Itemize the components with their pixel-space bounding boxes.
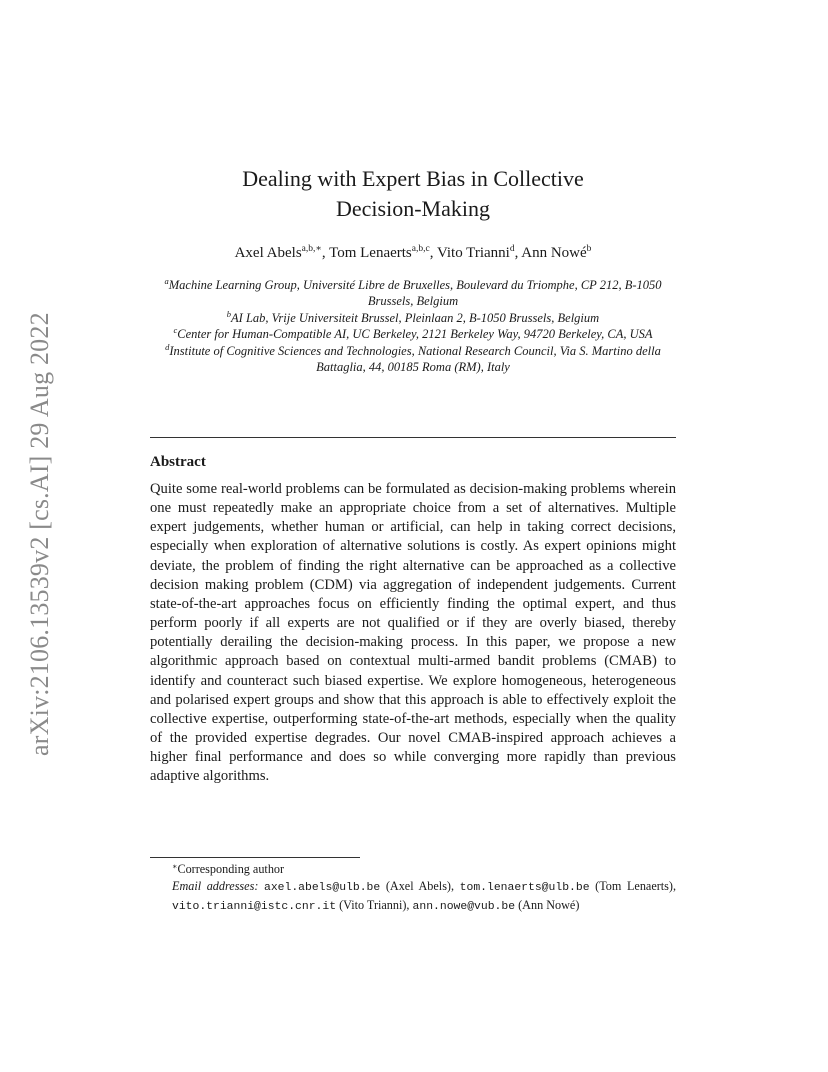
email-owner: (Vito Trianni), (339, 898, 410, 912)
affiliation-text: Institute of Cognitive Sciences and Technologies, National Research Council, Via S. Martino della Battaglia, 44, 00185 Roma (RM), Italy (169, 343, 661, 375)
affiliation-marker: a (164, 276, 169, 286)
affiliation-text: Machine Learning Group, Université Libre de Bruxelles, Boulevard du Triomphe, CP 212, B-1050 Brussels, Belgium (168, 278, 662, 309)
author-affiliation-marker: d (509, 244, 515, 254)
affiliation-list (150, 277, 676, 375)
affiliation-marker: d (165, 341, 170, 352)
email-addresses-label: Email addresses: (172, 879, 259, 893)
arxiv-identifier-text: arXiv:2106.13539v2 [cs.AI] 29 Aug 2022 (25, 312, 54, 756)
affiliation-marker: c (173, 325, 178, 336)
author-name: Tom Lenaerts (329, 245, 412, 261)
affiliation-item (150, 343, 676, 376)
email-link[interactable]: axel.abels@ulb.be (264, 882, 381, 894)
author-name: Axel Abels (234, 245, 302, 261)
email-link[interactable]: tom.lenaerts@ulb.be (459, 882, 590, 894)
arxiv-identifier-stamp (20, 296, 60, 756)
footnote (150, 861, 676, 916)
affiliation-item (150, 326, 676, 342)
footnote-corresponding (150, 861, 676, 878)
author-affiliation-marker: a,b,c (411, 244, 430, 254)
author-affiliation-marker: a,b,∗ (301, 244, 322, 254)
author-name: Ann Nowé (521, 245, 587, 261)
affiliation-marker: b (226, 308, 232, 319)
email-owner: (Tom Lenaerts), (595, 879, 677, 893)
author-affiliation-marker: b (586, 244, 592, 254)
affiliation-text: Center for Human-Compatible AI, UC Berkeley, 2121 Berkeley Way, 94720 Berkeley, CA, USA (177, 327, 653, 342)
affiliation-item (150, 310, 676, 326)
affiliation-item (150, 277, 676, 310)
author-name: Vito Trianni (436, 245, 510, 261)
email-link[interactable]: vito.trianni@istc.cnr.it (172, 901, 337, 913)
author-list: Axel Abels$^{a,b,∗}$, Tom Lenaerts$^{a,b,c}$, Vito Trianni$^d$, Ann Nowé$^b$ (234, 244, 592, 261)
email-link[interactable]: ann.nowe@vub.be (412, 901, 516, 913)
affiliation-text: AI Lab, Vrije Universiteit Brussel, Pleinlaan 2, B-1050 Brussels, Belgium (231, 310, 600, 325)
footnote-marker: ∗ (172, 862, 178, 871)
paper-title-line-1: Dealing with Expert Bias in Collective (242, 166, 584, 191)
footnote-divider (150, 857, 360, 858)
paper-title (150, 164, 676, 224)
abstract-body: Quite some real-world problems can be formulated as decision-making problems wherein one must repeatedly make an appropriate choice from a set of alternatives. Multiple expert judgements, whether human or artificial, can help in taking correct decisions, especially when exploration of alternative solutions is costly. As expert opinions might deviate, the problem of finding the right alternative can be approached as a collective decision making problem (CDM) via aggregation of independent judgements. Current state-of-the-art approaches focus on efficiently finding the optimal expert, and thus perform poorly if all experts are not qualified or if they are overly biased, thereby potentially derailing the decision-making process. In this paper, we propose a new algorithmic approach based on contextual multi-armed bandit problems (CMAB) to identify and counteract such biased expertise. We explore homogeneous, heterogeneous and polarised expert groups and show that this approach is able to effectively exploit the collective expertise, outperforming state-of-the-art methods, especially when the quality of the provided expertise degrades. Our novel CMAB-inspired approach achieves a higher final performance and does so while converging more rapidly than previous adaptive algorithms. (150, 481, 676, 785)
abstract-heading: Abstract (150, 454, 206, 470)
paper-title-line-2: Decision-Making (336, 196, 490, 221)
email-owner: (Ann Nowé) (518, 898, 580, 912)
footnote-emails (150, 878, 676, 916)
email-owner: (Axel Abels), (385, 879, 455, 893)
section-divider (150, 437, 676, 438)
corresponding-author-label: Corresponding author (177, 862, 285, 876)
